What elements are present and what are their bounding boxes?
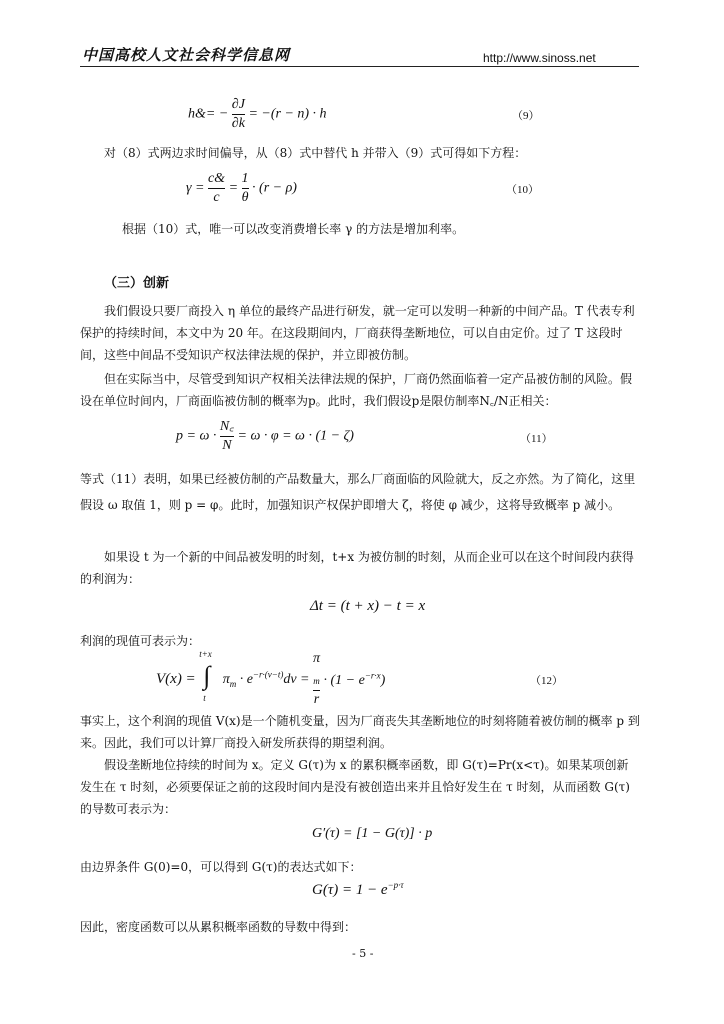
header-url[interactable]: http://www.sinoss.net	[483, 51, 596, 65]
eq12-integrand	[222, 669, 313, 690]
eq12-e: · e	[236, 672, 253, 688]
paragraph-4: 但在实际当中，尽管受到知识产权相关法律法规的保护，厂商仍然面临着一定产品被仿制的风险。假设在单位时间内，厂商面临被仿制的概率为p。此时，我们假设p是限仿制率N꜀/N正相关：	[80, 372, 633, 408]
paragraph-3: 我们假设只要厂商投入 η 单位的最终产品进行研发，就一定可以发明一种新的中间产品。T 代表专利保护的持续时间，本文中为 20 年。在这段期间内，厂商获得垄断地位，可以自由定价。过了 T 这段时间，这些中间品不受知识产权法律法规的保护，并立即被仿制。	[80, 304, 635, 362]
equation-12	[156, 650, 385, 706]
eq12-upper-limit: t+x	[199, 649, 212, 660]
eq11-lhs: p = ω ·	[176, 428, 217, 444]
eq12-close: )	[380, 672, 386, 688]
eq10-mid: =	[228, 180, 239, 196]
equation-g	[312, 880, 404, 899]
eq10-fraction-2	[242, 170, 249, 207]
equation-10	[186, 170, 297, 207]
eq12-lower-limit: t	[203, 693, 206, 704]
equation-g-derivative: G′(τ) = [1 − G(τ)] · p	[312, 826, 433, 841]
paragraph-9: 假设垄断地位持续的时间为 x。定义 G(τ)为 x 的累积概率函数，即 G(τ)=Pr(x<τ)。如果某项创新发生在 τ 时刻，必须要保证之前的这段时间内是没有被创造出来并且恰好发生在 τ 时刻，从而函数 G(τ)的导数可表示为：	[80, 758, 630, 816]
eq12-sub-m: m	[229, 679, 237, 690]
header-divider	[80, 66, 639, 67]
eq9-fraction	[232, 96, 245, 133]
paragraph-5: 等式（11）表明，如果已经被仿制的产品数量大，那么厂商面临的风险就大，反之亦然。为了简化，这里假设 ω 取值 1，则 p = φ。此时，加强知识产权保护即增大 ζ，将使 φ 减少，这将导致概率 p 减小。	[80, 472, 636, 512]
paragraph-2: 根据（10）式，唯一可以改变消费增长率 γ 的方法是增加利率。	[122, 222, 465, 236]
equation-11	[176, 418, 354, 455]
eq10-fraction-1	[208, 170, 225, 207]
site-logo-text: 中国高校人文社会科学信息网	[82, 46, 291, 64]
eq11-label: （11）	[520, 433, 553, 445]
eq12-fraction	[313, 650, 320, 709]
paragraph-6: 如果设 t 为一个新的中间品被发明的时刻，t+x 为被仿制的时刻，从而企业可以在这个时间段内获得的利润为：	[80, 550, 634, 586]
eq12-num-pi: π	[312, 651, 320, 666]
eq12-num-sub: m	[313, 675, 320, 686]
paragraph-8: 事实上，这个利润的现值 V(x)是一个随机变量，因为厂商丧失其垄断地位的时刻将随着被仿制的概率 p 到来。因此，我们可以计算厂商投入研发所获得的期望利润。	[80, 714, 640, 750]
eq12-integral	[199, 649, 219, 705]
eq12-numerator	[313, 650, 320, 690]
eq12-rhs-sup: −r·x	[364, 670, 381, 681]
eq10-numerator-1: c&	[207, 171, 226, 186]
eq10-denominator-1: c	[208, 188, 225, 207]
eq12-exp-sup: −r·(v−t)	[252, 669, 284, 680]
eq9-lhs: h&= −	[188, 106, 229, 122]
eq12-dv: dv =	[283, 672, 310, 688]
eq9-numerator: ∂J	[231, 97, 245, 112]
page-number: - 5 -	[352, 947, 374, 960]
eq10-numerator-2: 1	[241, 171, 249, 186]
eq-g-lhs: G(τ) = 1 − e	[312, 882, 388, 898]
eq-g-sup: −p·τ	[387, 880, 404, 890]
paragraph-11: 因此，密度函数可以从累积概率函数的导数中得到：	[80, 920, 357, 934]
eq10-rhs: · (r − ρ)	[252, 180, 297, 196]
eq12-pi: π	[222, 672, 230, 688]
eq12-lhs: V(x) =	[156, 670, 196, 687]
eq12-denominator: r	[313, 691, 320, 707]
eq10-denominator-2: θ	[241, 190, 249, 205]
section-title: （三）创新	[104, 276, 170, 291]
eq9-denominator: ∂k	[231, 116, 245, 131]
eq11-rhs: = ω · φ = ω · (1 − ζ)	[237, 428, 354, 444]
eq10-label: （10）	[506, 184, 539, 196]
eq12-integral-sign: ∫	[203, 661, 211, 691]
equation-9	[188, 96, 327, 133]
eq10-lhs: γ =	[186, 180, 205, 196]
eq11-fraction	[220, 418, 234, 455]
eq12-rhs	[323, 670, 386, 688]
paragraph-10: 由边界条件 G(0)=0，可以得到 G(τ)的表达式如下：	[80, 860, 362, 874]
eq11-numerator: N꜀	[219, 419, 235, 434]
eq9-label: （9）	[512, 110, 540, 122]
eq12-rhs-text: · (1 − e	[323, 672, 365, 688]
paragraph-1: 对（8）式两边求时间偏导，从（8）式中替代 h 并带入（9）式可得如下方程：	[104, 146, 527, 160]
equation-delta-t: Δt = (t + x) − t = x	[310, 598, 426, 614]
eq11-denominator: N	[220, 436, 234, 455]
eq9-rhs: = −(r − n) · h	[248, 106, 327, 122]
eq12-label: （12）	[530, 675, 563, 687]
paragraph-7: 利润的现值可表示为：	[80, 634, 201, 648]
